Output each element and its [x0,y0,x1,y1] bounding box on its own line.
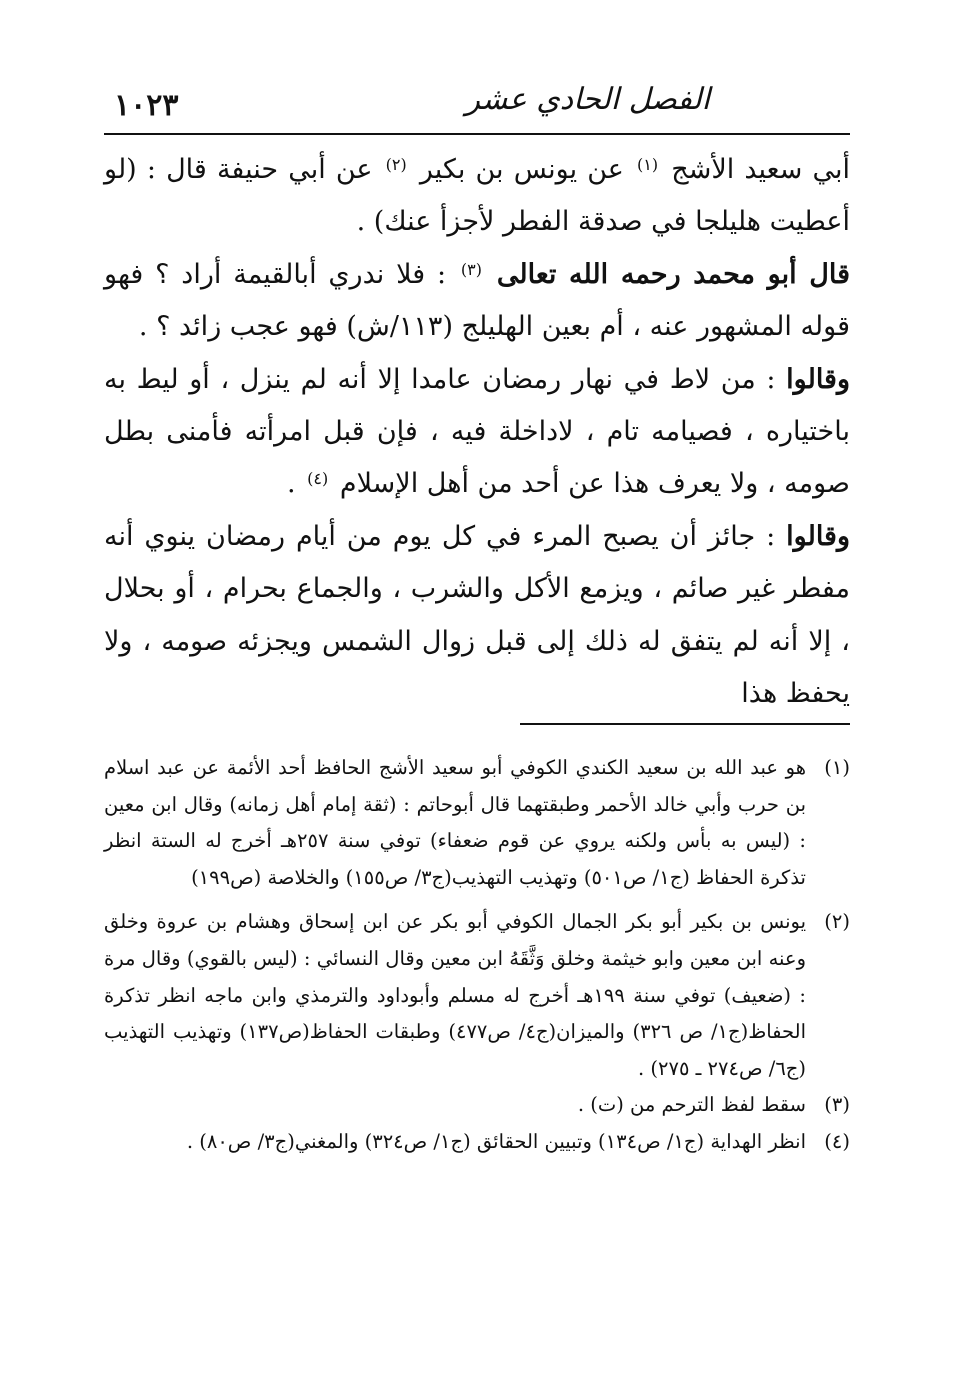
chapter-title: الفصل الحادي عشر [465,82,710,117]
footnote-number: (٤) [824,1129,850,1153]
footnote-1 [104,750,850,896]
footnote-4 [104,1124,850,1161]
footnote-3 [104,1087,850,1124]
header-rule [104,133,850,135]
footnote-ref-2[interactable]: (٢) [385,155,407,174]
footnote-text: سقط لفظ الترحم من (ت) . [577,1093,806,1117]
main-text [104,144,850,720]
paragraph-1 [104,144,850,249]
footnote-ref-4[interactable]: (٤) [307,469,329,489]
paragraph-3-text: : من لاط في نهار رمضان عامدا إلا أنه لم ينزل ، أو ليط به باختياره ، فصيامه تام ، لاداخلة فيه ، فإن قبل امرأته فأمنى بطل صومه ، ولا يعرف هذا عن أحد من أهل الإسلام [104,363,850,500]
footnote-number: (٢) [824,910,850,934]
paragraph-1-text-b: عن يونس بن بكير [419,154,624,185]
paragraph-1-text-a: أبي سعيد الأشج [671,154,850,185]
footnote-ref-3[interactable]: (٣) [460,259,483,279]
paragraph-2-lead: قال أبو محمد رحمه الله تعالى [496,258,850,290]
footnote-text: يونس بن بكير أبو بكر الجمال الكوفي أبو بكر عن ابن إسحاق وهشام بن عروة وخلق وعنه ابن معين وابو خيثمة وخلق وَثَّقَهُ ابن معين وقال النسائي : (ليس بالقوي) وقال مرة : (ضعيف) توفي سنة ١٩٩هـ أخرج له مسلم وأبوداود والترمذي وابن ماجه انظر تذكرة الحفاظ(ج١/ ص ٣٢٦) والميزان(ج٤/ ص٤٧٧) وطبقات الحفاظ(ص١٣٧) وتهذيب التهذيب (ج٦/ ص٢٧٤ ـ ٢٧٥) . [104,910,806,1080]
footnote-text: انظر الهداية (ج١/ ص١٣٤) وتبيين الحقائق (ج١/ ص٣٢٤) والمغني(ج٣/ ص٨٠) . [186,1129,806,1153]
footnote-2 [104,904,850,1087]
paragraph-2-text: : فلا ندري أبالقيمة أراد ؟ فهو قوله المشهور عنه ، أم بعين الهليلج (١١٣/ش) فهو عجب زائد ؟ . [104,258,850,343]
footnote-text: هو عبد الله بن سعيد الكندي الكوفي أبو سعيد الأشج الحافظ أحد الأئمة عن عبد اسلام بن حرب وأبي خالد الأحمر وطبقتهما قال أبوحاتم : (ثقة إمام أهل زمانه) وقال ابن معين : (ليس به بأس ولكنه يروي عن قوم ضعفاء) توفي سنة ٢٥٧هـ أخرج له الستة انظر تذكرة الحفاظ (ج١/ ص٥٠١) وتهذيب التهذيب(ج٣/ ص١٥٥) والخلاصة (ص١٩٩) [104,756,806,889]
footnote-separator [520,723,850,725]
paragraph-4 [104,511,850,721]
footnote-number: (١) [824,756,850,779]
paragraph-4-text: : جائز أن يصبح المرء في كل يوم من أيام رمضان ينوي أنه مفطر غير صائم ، ويزمع الأكل والشرب ، والجماع بحرام ، أو بحلال ، إلا أنه لم يتفق له ذلك إلى قبل زوال الشمس ويجزئه صومه ، ولا يحفظ هذا [104,520,850,710]
paragraph-1-text-c: عن أبي حنيفة قال : (لو أعطيت هليلجا في صدقة الفطر لأجزأ عنك) . [104,154,850,238]
paragraph-3-end: . [286,468,296,500]
paragraph-2 [104,249,850,354]
paragraph-4-lead: وقالوا [786,520,850,552]
page-header [104,78,850,130]
footnotes [104,750,850,1161]
page-number: ١٠٢٣ [114,88,179,123]
paragraph-3-lead: وقالوا [786,363,850,395]
footnote-ref-1[interactable]: (١) [637,155,659,174]
paragraph-3 [104,354,850,511]
footnote-number: (٣) [824,1093,850,1117]
